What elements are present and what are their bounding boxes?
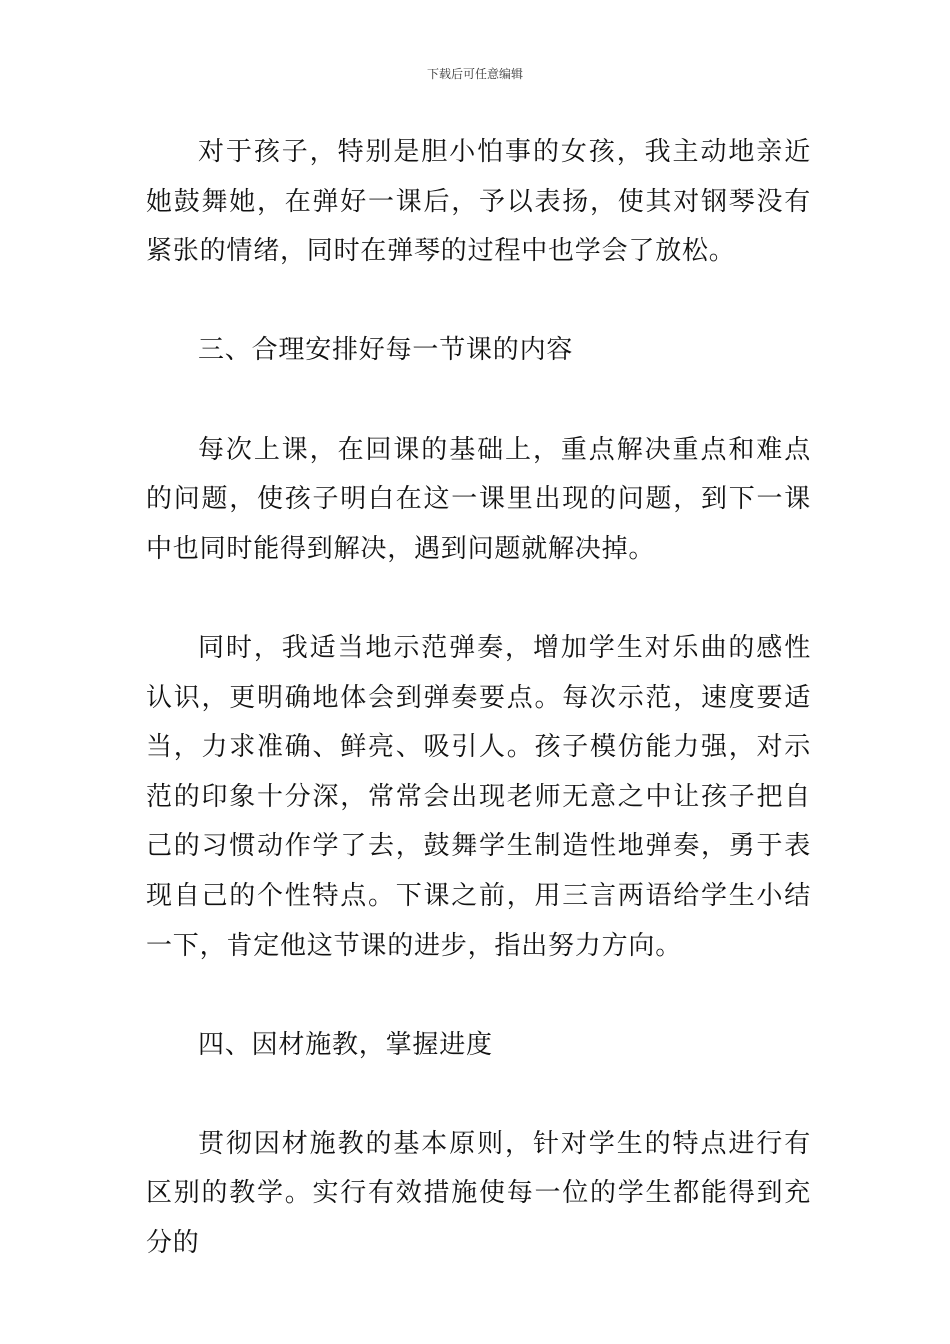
paragraph-gap — [146, 277, 811, 327]
paragraph-encourage-children: 对于孩子，特别是胆小怕事的女孩，我主动地亲近她鼓舞她，在弹好一课后，予以表扬，使其对钢琴没有紧张的情绪，同时在弹琴的过程中也学会了放松。 — [146, 137, 811, 267]
page-header: 下载后可任意编辑 — [426, 67, 523, 81]
section-heading-three: 三、合理安排好每一节课的内容 — [198, 335, 574, 366]
paragraph-each-lesson: 每次上课，在回课的基础上，重点解决重点和难点的问题，使孩子明白在这一课里出现的问题，到下一课中也同时能得到解决，遇到问题就解决掉。 — [146, 434, 811, 564]
paragraph-gap — [146, 376, 811, 426]
document-body — [146, 128, 811, 1269]
paragraph-gap — [146, 574, 811, 624]
section-heading-four: 四、因材施教，掌握进度 — [198, 1029, 493, 1060]
paragraph-gap — [146, 971, 811, 1021]
paragraph-individualized-teaching: 贯彻因材施教的基本原则，针对学生的特点进行有区别的教学。实行有效措施使每一位的学生都能得到充分的 — [146, 1128, 811, 1259]
paragraph-demonstration: 同时，我适当地示范弹奏，增加学生对乐曲的感性认识，更明确地体会到弹奏要点。每次示范，速度要适当，力求准确、鲜亮、吸引人。孩子模仿能力强，对示范的印象十分深，常常会出现老师无意之中让孩子把自己的习惯动作学了去，鼓舞学生制造性地弹奏，勇于表现自己的个性特点。下课之前，用三言两语给学生小结一下，肯定他这节课的进步，指出努力方向。 — [146, 632, 811, 961]
paragraph-gap — [146, 1070, 811, 1120]
